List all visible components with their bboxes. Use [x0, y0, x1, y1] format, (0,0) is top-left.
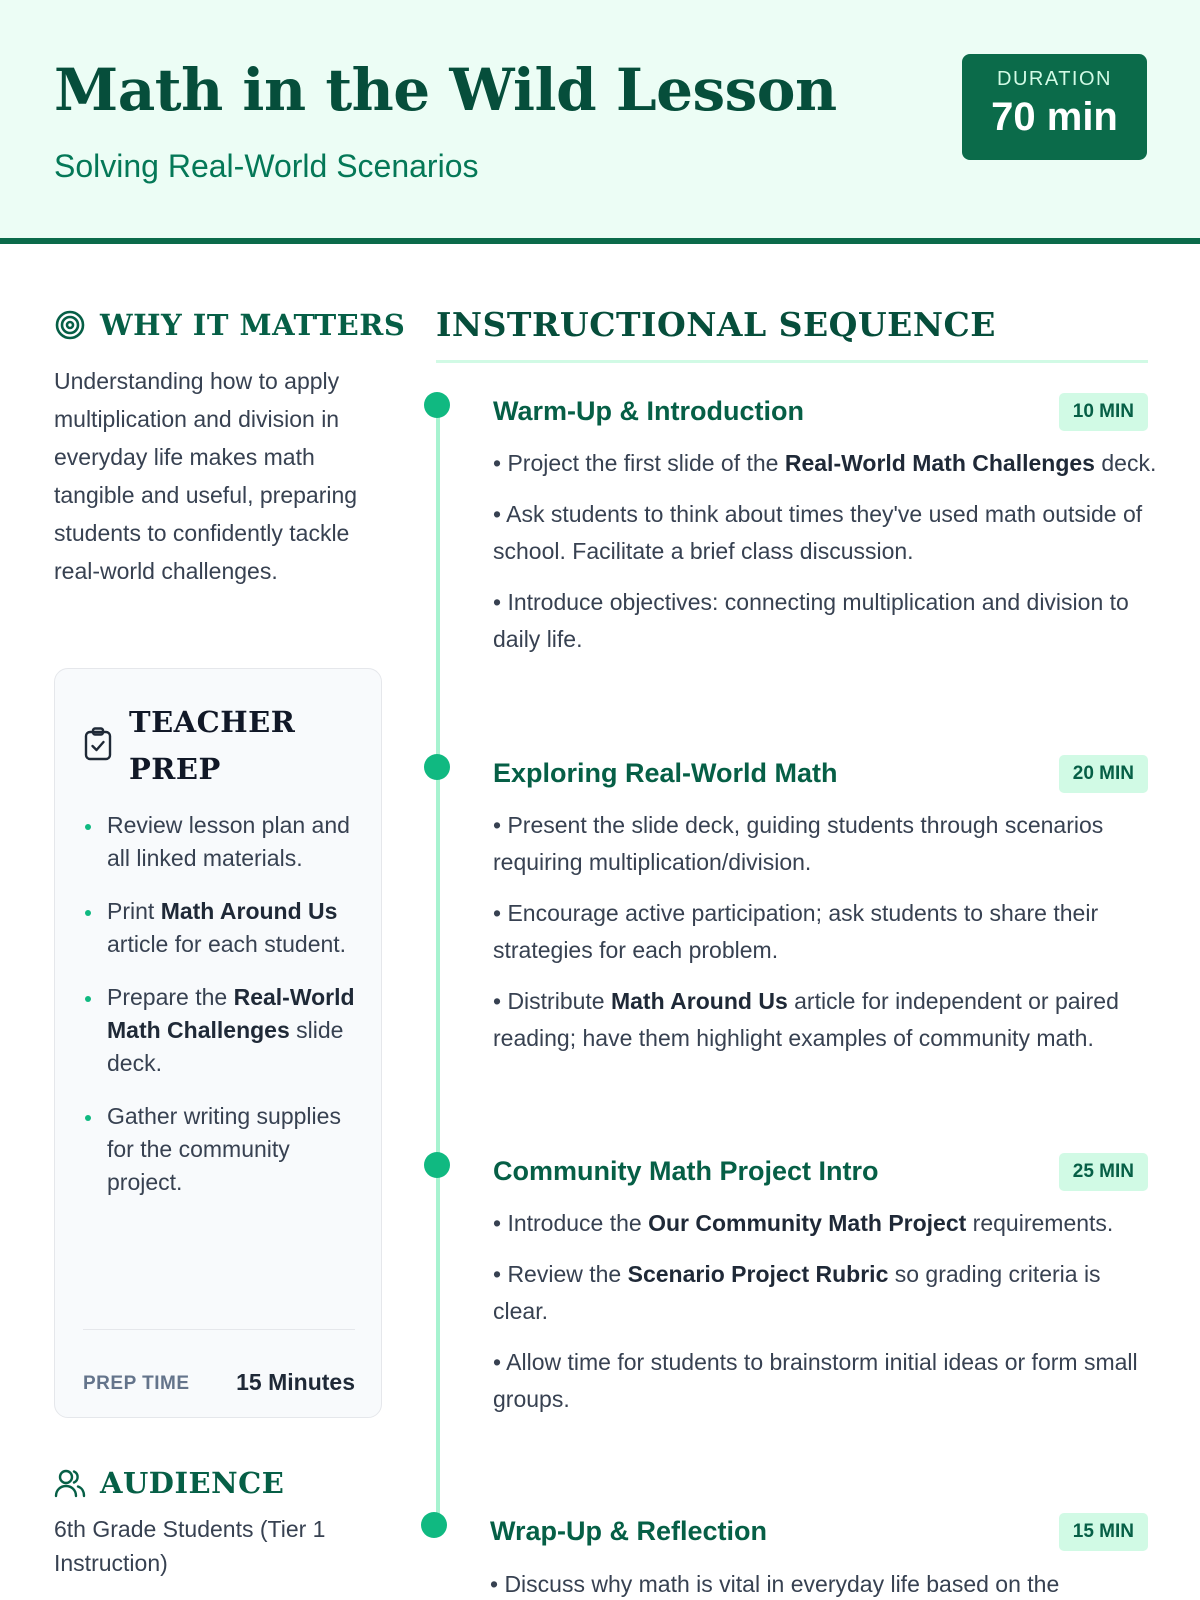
step-title: Exploring Real-World Math — [493, 758, 838, 788]
why-text: Understanding how to apply multiplication and division in everyday life makes math tangible and useful, preparing students to confidently tackle real-world challenges. — [54, 368, 358, 584]
step-bullets — [493, 807, 1157, 1071]
clipboard-check-icon — [83, 727, 113, 766]
step-bullets — [490, 1566, 1158, 1600]
timeline-dot — [421, 1512, 447, 1538]
lesson-header — [0, 0, 1200, 244]
sequence-divider — [436, 360, 1148, 363]
prep-item: Print Math Around Us article for each student. — [83, 895, 363, 961]
prep-divider — [83, 1329, 355, 1330]
duration-badge — [962, 54, 1147, 160]
audience-heading — [54, 1466, 284, 1500]
step-bullet: • Introduce objectives: connecting multiplication and division to daily life. — [493, 589, 1129, 652]
prep-time-value: 15 Minutes — [236, 1369, 355, 1395]
timeline-line — [436, 404, 440, 1534]
duration-label: DURATION — [997, 68, 1112, 90]
timeline-dot — [424, 1152, 450, 1178]
audience-title: AUDIENCE — [100, 1466, 285, 1500]
timeline-dot — [424, 754, 450, 780]
step-bullets — [493, 445, 1157, 672]
page-subtitle: Solving Real-World Scenarios — [54, 148, 479, 184]
users-icon — [54, 1467, 86, 1499]
prep-item: Review lesson plan and all linked materials. — [83, 809, 363, 875]
why-heading — [54, 308, 405, 342]
timeline-dot — [424, 392, 450, 418]
step-bullet: • Encourage active participation; ask students to share their strategies for each problem. — [493, 900, 1099, 963]
step-bullet: • Present the slide deck, guiding students through scenarios requiring multiplication/division. — [493, 812, 1104, 875]
prep-item: Gather writing supplies for the community project. — [83, 1100, 363, 1199]
prep-item: Prepare the Real-World Math Challenges slide deck. — [83, 981, 363, 1080]
step-time-badge: 15 MIN — [1059, 1513, 1148, 1551]
step-bullet: • Review the Scenario Project Rubric so grading criteria is clear. — [493, 1261, 1101, 1324]
step-time-badge: 10 MIN — [1059, 393, 1148, 431]
step-time-badge: 20 MIN — [1059, 755, 1148, 793]
prep-title — [129, 699, 295, 793]
prep-heading — [83, 699, 295, 793]
why-title: WHY IT MATTERS — [100, 308, 406, 342]
teacher-prep-card — [54, 668, 382, 1418]
prep-time-label: PREP TIME — [83, 1373, 190, 1394]
step-title: Community Math Project Intro — [493, 1156, 879, 1186]
step-bullet: • Ask students to think about times they've used math outside of school. Facilitate a brief class discussion. — [493, 501, 1143, 564]
prep-title-line-2: PREP — [129, 752, 221, 786]
page-title: Math in the Wild Lesson — [54, 56, 837, 124]
step-time-badge: 25 MIN — [1059, 1153, 1148, 1191]
step-bullet: • Discuss why math is vital in everyday life based on the — [490, 1571, 1060, 1597]
duration-value: 70 min — [991, 95, 1118, 139]
sequence-title: INSTRUCTIONAL SEQUENCE — [436, 305, 996, 344]
step-bullet: • Project the first slide of the Real-World Math Challenges deck. — [493, 450, 1157, 476]
step-bullets — [493, 1205, 1157, 1432]
audience-text: 6th Grade Students (Tier 1 Instruction) — [54, 1516, 326, 1576]
prep-list — [83, 809, 363, 1219]
step-bullet: • Allow time for students to brainstorm initial ideas or form small groups. — [493, 1349, 1138, 1412]
step-title: Wrap-Up & Reflection — [490, 1516, 768, 1546]
target-icon — [54, 309, 86, 341]
step-bullet: • Introduce the Our Community Math Project requirements. — [493, 1210, 1114, 1236]
step-bullet: • Distribute Math Around Us article for independent or paired reading; have them highlight examples of community math. — [493, 988, 1119, 1051]
step-title: Warm-Up & Introduction — [493, 396, 804, 426]
prep-title-line-1: TEACHER — [129, 705, 296, 739]
